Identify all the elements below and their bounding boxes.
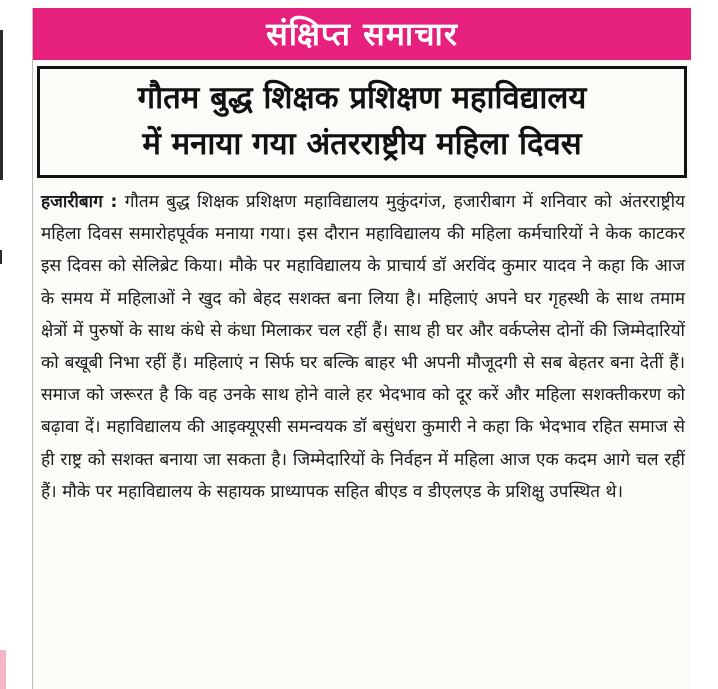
adjacent-column-edge <box>0 30 3 180</box>
adjacent-column-color-edge <box>0 650 6 689</box>
article-text: गौतम बुद्ध शिक्षक प्रशिक्षण महाविद्यालय मुकुंदगंज, हजारीबाग में शनिवार को अंतरराष्ट्रीय महिला दिवस समारोहपूर्वक मनाया गया। इस दौरान महाविद्यालय की महिला कर्मचारियों ने केक काटकर इस दिवस को सेलिब्रेट किया। मौके पर महाविद्यालय के प्राचार्य डॉ अरविंद कुमार यादव ने कहा कि आज के समय में महिलाओं ने खुद को बेहद सशक्त बना लिया है। महिलाएं अपने घर गृहस्थी के साथ तमाम क्षेत्रों में पुरुषों के साथ कंधे से कंधा मिलाकर चल रहीं हैं। साथ ही घर और वर्कप्लेस दोनों की जिम्मेदारियों को बखूबी निभा रहीं हैं। महिलाएं न सिर्फ घर बल्कि बाहर भी अपनी मौजूदगी से सब बेहतर बना देतीं हैं। समाज को जरूरत है कि वह उनके साथ होने वाले हर भेदभाव को दूर करें और महिला सशक्तीकरण को बढ़ावा दें। महाविद्यालय की आइक्यूएसी समन्वयक डॉ बसुंधरा कुमारी ने कहा कि भेदभाव रहित समाज से ही राष्ट्र को सशक्त बनाया जा सकता है। जिम्मेदारियों के निर्वहन में महिला आज एक कदम आगे चल रहीं हैं। मौके पर महाविद्यालय के सहायक प्राध्यापक सहित बीएड व डीएलएड के प्रशिक्षु उपस्थित थे। <box>41 192 685 502</box>
headline-line-2: में मनाया गया अंतरराष्ट्रीय महिला दिवस <box>142 126 582 162</box>
adjacent-column-mark <box>0 250 2 264</box>
section-banner: संक्षिप्त समाचार <box>33 8 691 60</box>
news-clipping <box>32 8 690 689</box>
headline <box>40 69 684 167</box>
headline-box <box>37 66 687 178</box>
article-body <box>41 186 685 508</box>
headline-line-1: गौतम बुद्ध शिक्षक प्रशिक्षण महाविद्यालय <box>137 80 587 116</box>
dateline: हजारीबाग : <box>41 192 118 212</box>
